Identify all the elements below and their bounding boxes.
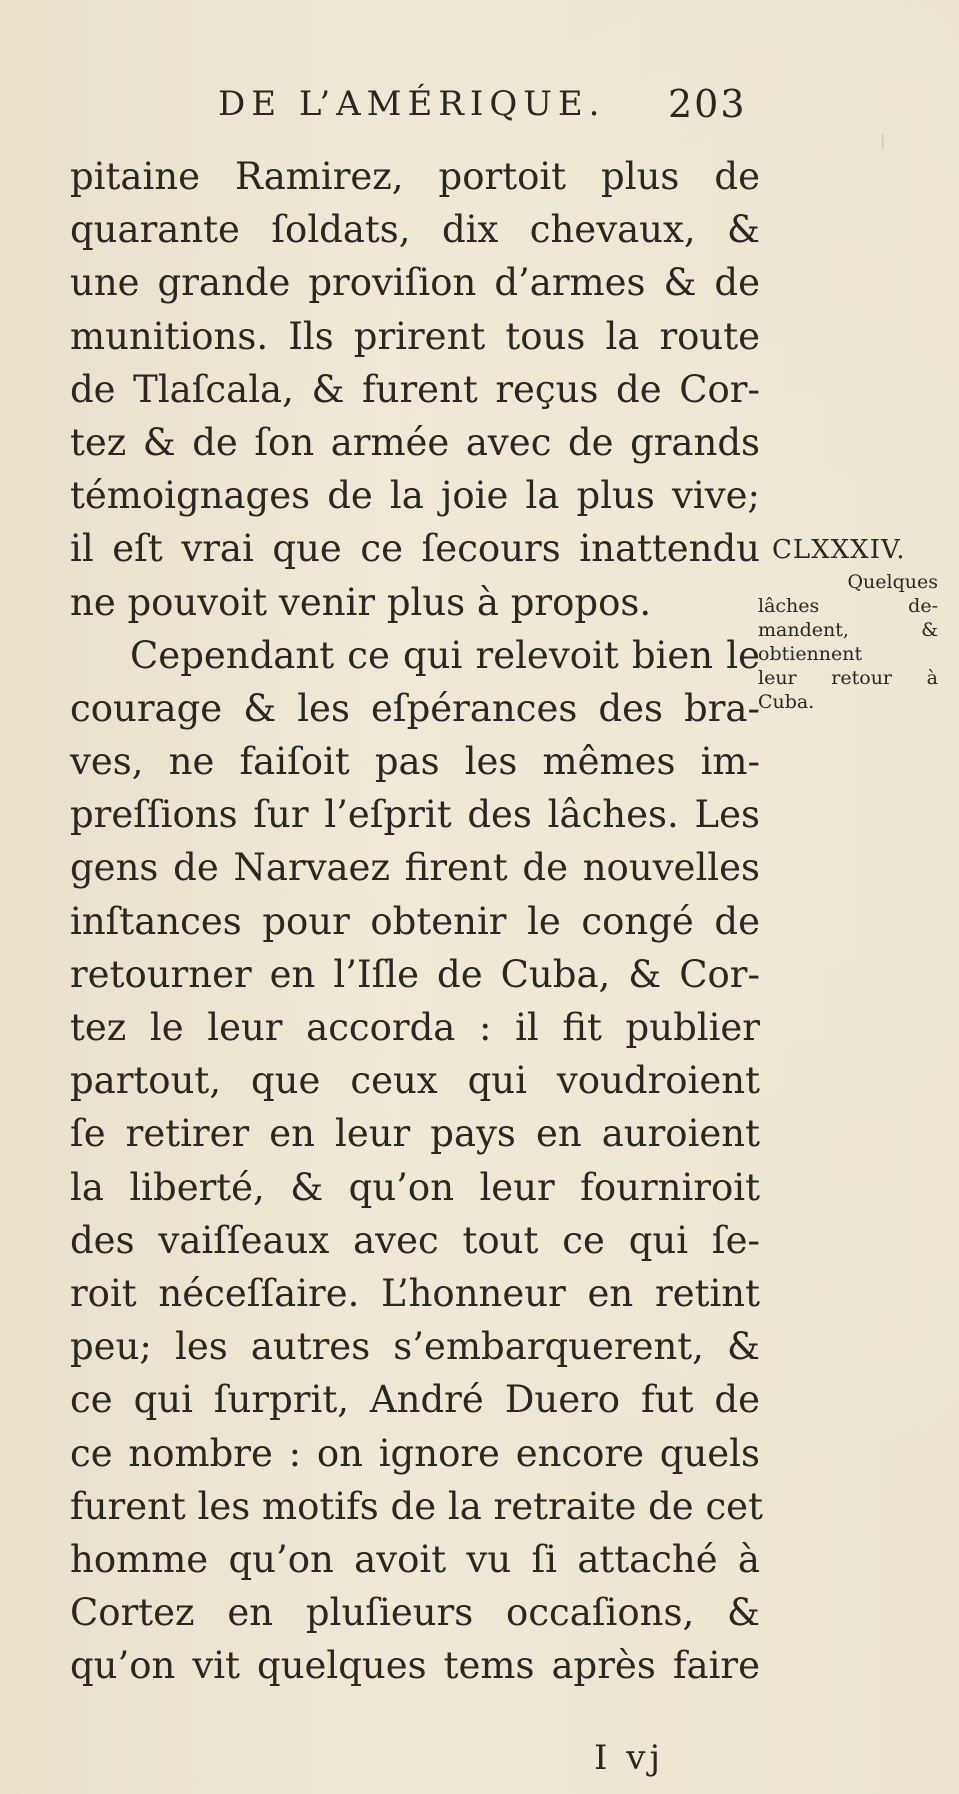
paragraph-start-line: Cependant ce qui relevoit bien le [130, 633, 760, 677]
marginal-chapter-number: CLXXXIV. [772, 535, 906, 565]
marginal-note-line: leur retour à [758, 667, 938, 689]
text-line: inſtances pour obtenir le congé de [70, 899, 760, 943]
text-line: homme qu’on avoit vu ſi attaché à [70, 1537, 760, 1581]
marginal-note [758, 570, 938, 714]
marginal-note-line: mandent, & [758, 619, 938, 641]
text-line: quarante ſoldats, dix chevaux, & [70, 208, 760, 252]
text-line: peu; les autres s’embarquerent, & [70, 1325, 760, 1369]
text-line: qu’on vit quelques tems après faire [70, 1644, 760, 1688]
text-line: roit néceſſaire. L’honneur en retint [70, 1271, 760, 1315]
text-line: des vaiſſeaux avec tout ce qui ſe- [70, 1218, 760, 1262]
text-line: munitions. Ils prirent tous la route [70, 314, 760, 358]
text-line: gens de Narvaez firent de nouvelles [70, 846, 760, 890]
signature-mark: I vj [594, 1738, 664, 1778]
text-line: une grande proviſion d’armes & de [70, 261, 760, 305]
text-line: ne pouvoit venir plus à propos. [70, 580, 652, 624]
text-line: retourner en l’Iſle de Cuba, & Cor- [70, 952, 760, 996]
running-header [0, 84, 959, 134]
header-title: DE L’AMÉRIQUE. [218, 84, 606, 124]
text-line: furent les motifs de la retraite de cet [70, 1484, 763, 1528]
text-line: ves, ne faiſoit pas les mêmes im- [70, 740, 760, 784]
bleed-through-marks: | [880, 131, 886, 150]
text-line: ſe retirer en leur pays en auroient [70, 1112, 760, 1156]
marginal-note-line: obtiennent [758, 643, 863, 665]
text-line: partout, que ceux qui voudroient [70, 1059, 760, 1103]
marginal-note-line: Cuba. [758, 691, 815, 713]
text-line: courage & les eſpérances des bra- [70, 686, 760, 730]
text-line: ce qui ſurprit, André Duero fut de [70, 1378, 760, 1422]
text-line: Cortez en pluſieurs occaſions, & [70, 1591, 760, 1635]
page-number: 203 [668, 82, 747, 126]
text-line: ce nombre : on ignore encore quels [70, 1431, 760, 1475]
text-line: la liberté, & qu’on leur fourniroit [70, 1165, 760, 1209]
text-line: tez & de ſon armée avec de grands [70, 420, 760, 464]
marginal-note-line: Quelques [847, 571, 938, 593]
marginal-note-line: lâches de- [758, 595, 938, 617]
text-line: il eſt vrai que ce ſecours inattendu [70, 527, 760, 571]
text-line: tez le leur accorda : il fit publier [70, 1006, 760, 1049]
text-line: preſſions ſur l’eſprit des lâches. Les [70, 793, 760, 837]
text-line: témoignages de la joie la plus vive; [70, 474, 760, 518]
text-line: pitaine Ramirez, portoit plus de [70, 155, 760, 198]
main-text-block [70, 150, 763, 1692]
text-line: de Tlaſcala, & furent reçus de Cor- [70, 367, 760, 411]
